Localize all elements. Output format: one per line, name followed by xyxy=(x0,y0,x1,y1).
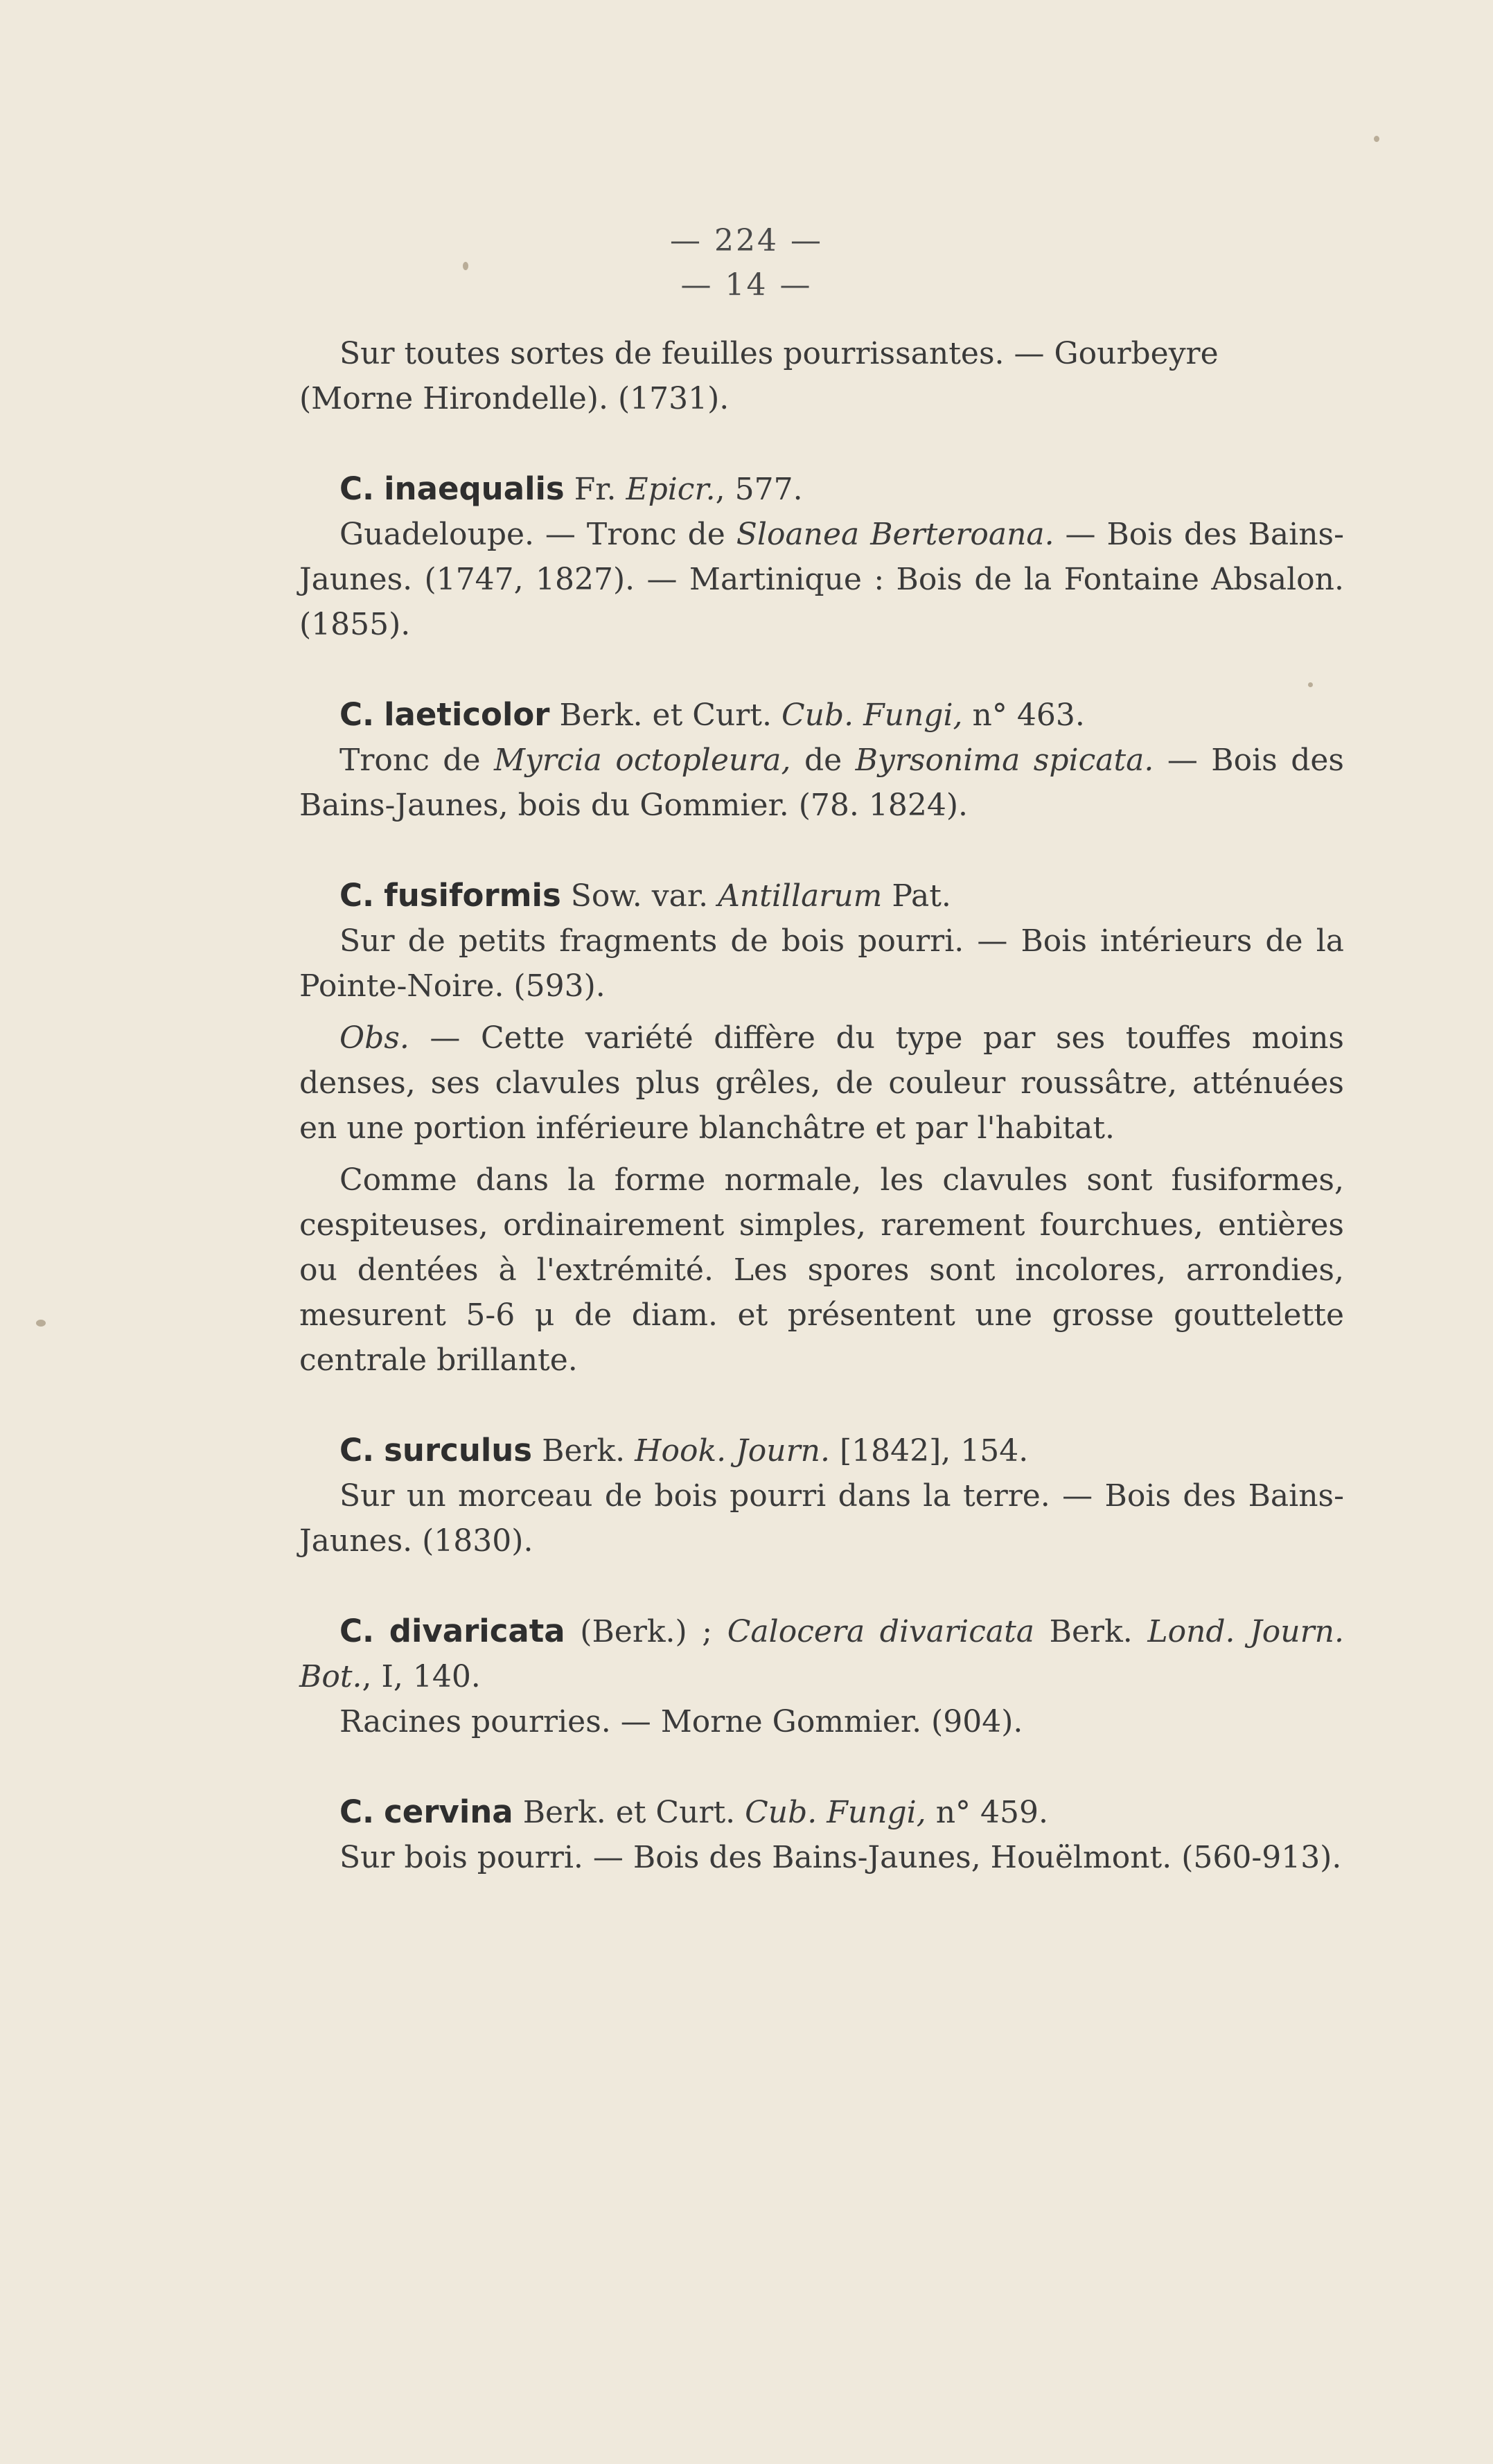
entry-heading xyxy=(299,692,1344,738)
text-body xyxy=(299,331,1344,1880)
genus-abbrev: C. xyxy=(339,696,375,733)
observation-paragraph: Obs. — Cette variété diffère du type par ses touffes moins denses, ses clavules plus grêles, de couleur roussâtre, atténuées en une portion inférieure blanchâtre et par l'habitat. xyxy=(299,1020,1344,1146)
species-epithet: surculus xyxy=(384,1432,533,1469)
print-speck xyxy=(1308,682,1313,687)
entry-heading xyxy=(299,1428,1344,1473)
species-epithet: laeticolor xyxy=(384,696,550,733)
reference-detail: [1842], 154. xyxy=(829,1433,1029,1469)
print-speck xyxy=(463,262,468,270)
page-number-secondary: — 14 — xyxy=(680,267,813,303)
page-number-primary: — 224 — xyxy=(670,223,823,258)
synonym-author: Berk. xyxy=(1034,1614,1148,1649)
genus-abbrev: C. xyxy=(339,1793,375,1830)
host-species: Myrcia octopleura, xyxy=(493,743,791,778)
entry-heading xyxy=(299,1789,1344,1835)
species-epithet: divaricata xyxy=(389,1613,565,1649)
entry-text: Tronc de Myrcia octopleura, de Byrsonima spicata. — Bois des Bains-Jaunes, bois du Gommier. (78. 1824). xyxy=(299,743,1344,823)
variety-author: Pat. xyxy=(882,878,951,914)
intro-line-2: (Morne Hirondelle). (1731). xyxy=(299,381,730,416)
species-author: Berk. xyxy=(542,1433,626,1469)
reference-detail: n° 463. xyxy=(962,698,1085,733)
synonym-name: Calocera divaricata xyxy=(727,1614,1035,1649)
species-author: Sow. var. xyxy=(570,878,709,914)
entry-text: Sur bois pourri. — Bois des Bains-Jaunes, Houëlmont. (560-913). xyxy=(339,1840,1342,1875)
reference-title: Epicr. xyxy=(626,472,716,507)
variety-name: Antillarum xyxy=(718,878,883,914)
genus-abbrev: C. xyxy=(339,1613,375,1649)
print-speck xyxy=(36,1320,46,1327)
species-author: (Berk.) ; xyxy=(580,1614,713,1649)
obs-label: Obs. xyxy=(339,1020,409,1056)
entry-text: Guadeloupe. — Tronc de Sloanea Berteroana. — Bois des Bains-Jaunes. (1747, 1827). — Martinique : Bois de la Fontaine Absalon. (1855). xyxy=(299,517,1344,642)
reference-detail: n° 459. xyxy=(926,1795,1048,1830)
entry-text: Sur un morceau de bois pourri dans la terre. — Bois des Bains-Jaunes. (1830). xyxy=(299,1478,1344,1559)
host-species: Sloanea Berteroana. xyxy=(736,517,1054,552)
entry-heading xyxy=(299,466,1344,512)
reference-title: Lond. Journ. Bot. xyxy=(299,1614,1344,1694)
host-species: Byrsonima spicata. xyxy=(855,743,1154,778)
species-author: Berk. et Curt. xyxy=(522,1795,736,1830)
reference-title: Cub. Fungi, xyxy=(745,1795,926,1830)
genus-abbrev: C. xyxy=(339,470,375,507)
print-speck xyxy=(1374,136,1379,142)
genus-abbrev: C. xyxy=(339,1432,375,1469)
species-epithet: cervina xyxy=(384,1793,513,1830)
species-epithet: inaequalis xyxy=(384,470,565,507)
entry-heading xyxy=(299,873,1344,919)
genus-abbrev: C. xyxy=(339,877,375,914)
reference-title: Cub. Fungi, xyxy=(781,698,963,733)
entry-heading xyxy=(299,1608,1344,1699)
description-paragraph: Comme dans la forme normale, les clavules sont fusiformes, cespiteuses, ordinairement simples, rarement fourchues, entières ou dentées à l'extrémité. Les spores sont incolores, arrondies, mesurent 5-6 μ de diam. et présentent une grosse gouttelette centrale brillante. xyxy=(299,1162,1344,1378)
reference-detail: , I, 140. xyxy=(362,1659,481,1694)
entry-text: Racines pourries. — Morne Gommier. (904). xyxy=(339,1704,1023,1739)
species-epithet: fusiformis xyxy=(384,877,561,914)
reference-detail: , 577. xyxy=(715,472,803,507)
reference-title: Hook. Journ. xyxy=(635,1433,830,1469)
species-author: Fr. xyxy=(574,472,617,507)
intro-line-1: Sur toutes sortes de feuilles pourrissantes. — Gourbeyre xyxy=(339,336,1219,371)
species-author: Berk. et Curt. xyxy=(559,698,772,733)
entry-text: Sur de petits fragments de bois pourri. — Bois intérieurs de la Pointe-Noire. (593). xyxy=(299,923,1344,1004)
intro-paragraph xyxy=(299,331,1344,421)
